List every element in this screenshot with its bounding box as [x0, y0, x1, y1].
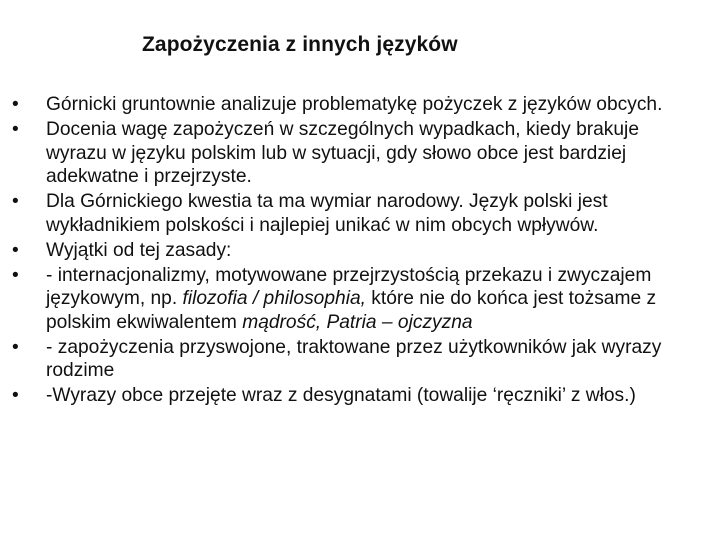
- bullet-icon: •: [12, 336, 19, 358]
- bullet-icon: •: [12, 94, 19, 115]
- list-item: [12, 190, 702, 237]
- list-item: [12, 336, 702, 383]
- bullet-icon: •: [12, 385, 19, 407]
- list-item: [12, 264, 702, 335]
- bullet-text: Górnicki gruntownie analizuje problematykę pożyczek z języków obcych.: [46, 94, 663, 115]
- bullet-text-italic: filozofia / philosophia,: [182, 288, 366, 310]
- bullet-text-part: - internacjonalizmy, motywowane przejrzystością przekazu i zwyczajem językowym, np.: [46, 264, 652, 310]
- list-item: [12, 384, 702, 408]
- bullet-text: - zapożyczenia przyswojone, traktowane przez użytkowników jak wyrazy rodzime: [46, 336, 662, 382]
- bullet-text: Docenia wagę zapożyczeń w szczególnych wypadkach, kiedy brakuje wyrazu w języku polskim lub w sytuacji, gdy słowo obce jest bardziej adekwatne i przejrzyste.: [46, 118, 639, 188]
- bullet-text: Dla Górnickiego kwestia ta ma wymiar narodowy. Język polski jest wykładnikiem polskości i najlepiej unikać w nim obcych wpływów.: [46, 191, 608, 236]
- bullet-icon: •: [12, 118, 19, 140]
- bullet-icon: •: [12, 239, 19, 261]
- bullet-text: Wyjątki od tej zasady:: [46, 239, 232, 261]
- bullet-text: -Wyrazy obce przejęte wraz z desygnatami (towalije ‘ręczniki’ z włos.): [46, 385, 636, 407]
- bullet-icon: •: [12, 264, 19, 286]
- list-item: [12, 118, 702, 189]
- bullet-text-part: które nie do końca jest tożsame z polskim ekwiwalentem: [46, 288, 657, 333]
- list-item: [12, 93, 702, 117]
- bullet-text-italic: mądrość, Patria – ojczyzna: [242, 311, 473, 333]
- slide-title: Zapożyczenia z innych języków: [142, 33, 458, 56]
- bullet-list: [12, 93, 702, 409]
- bullet-icon: •: [12, 191, 19, 213]
- bullet-text: [46, 265, 656, 333]
- list-item: [12, 239, 702, 263]
